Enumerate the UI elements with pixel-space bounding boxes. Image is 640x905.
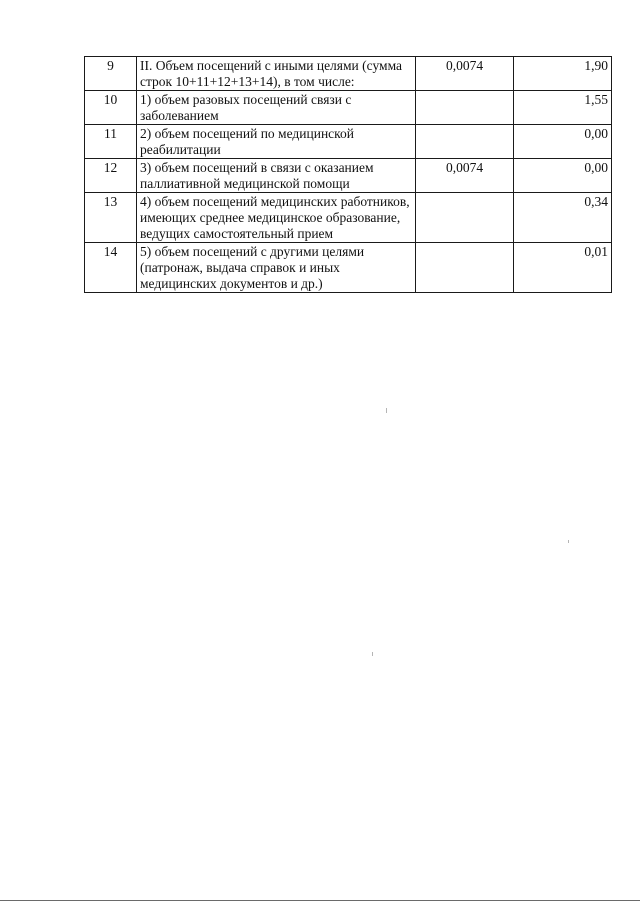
row-number: 9 bbox=[85, 57, 137, 91]
scan-speck bbox=[386, 408, 387, 413]
scan-bottom-edge bbox=[0, 900, 640, 901]
row-number: 10 bbox=[85, 91, 137, 125]
table-row bbox=[85, 125, 612, 159]
row-value-1 bbox=[416, 125, 514, 159]
row-value-2: 1,90 bbox=[514, 57, 612, 91]
table-row bbox=[85, 57, 612, 91]
table-row bbox=[85, 159, 612, 193]
table-row bbox=[85, 243, 612, 293]
row-name: II. Объем посещений с иными целями (сумма строк 10+11+12+13+14), в том числе: bbox=[137, 57, 416, 91]
row-value-2: 0,34 bbox=[514, 193, 612, 243]
row-value-2: 1,55 bbox=[514, 91, 612, 125]
table-row bbox=[85, 193, 612, 243]
row-name: 3) объем посещений в связи с оказанием паллиативной медицинской помощи bbox=[137, 159, 416, 193]
row-number: 12 bbox=[85, 159, 137, 193]
table-row bbox=[85, 91, 612, 125]
row-number: 14 bbox=[85, 243, 137, 293]
row-value-2: 0,01 bbox=[514, 243, 612, 293]
row-number: 11 bbox=[85, 125, 137, 159]
scan-speck bbox=[372, 652, 373, 656]
visits-volume-table bbox=[84, 56, 612, 293]
row-value-1: 0,0074 bbox=[416, 57, 514, 91]
row-value-1 bbox=[416, 243, 514, 293]
row-value-2: 0,00 bbox=[514, 125, 612, 159]
row-name: 1) объем разовых посещений связи с заболеванием bbox=[137, 91, 416, 125]
row-value-1: 0,0074 bbox=[416, 159, 514, 193]
row-value-1 bbox=[416, 91, 514, 125]
row-value-2: 0,00 bbox=[514, 159, 612, 193]
row-name: 4) объем посещений медицинских работников, имеющих среднее медицинское образование, ведущих самостоятельный прием bbox=[137, 193, 416, 243]
row-name: 5) объем посещений с другими целями (патронаж, выдача справок и иных медицинских документов и др.) bbox=[137, 243, 416, 293]
scan-speck bbox=[568, 540, 569, 543]
row-number: 13 bbox=[85, 193, 137, 243]
row-value-1 bbox=[416, 193, 514, 243]
row-name: 2) объем посещений по медицинской реабилитации bbox=[137, 125, 416, 159]
